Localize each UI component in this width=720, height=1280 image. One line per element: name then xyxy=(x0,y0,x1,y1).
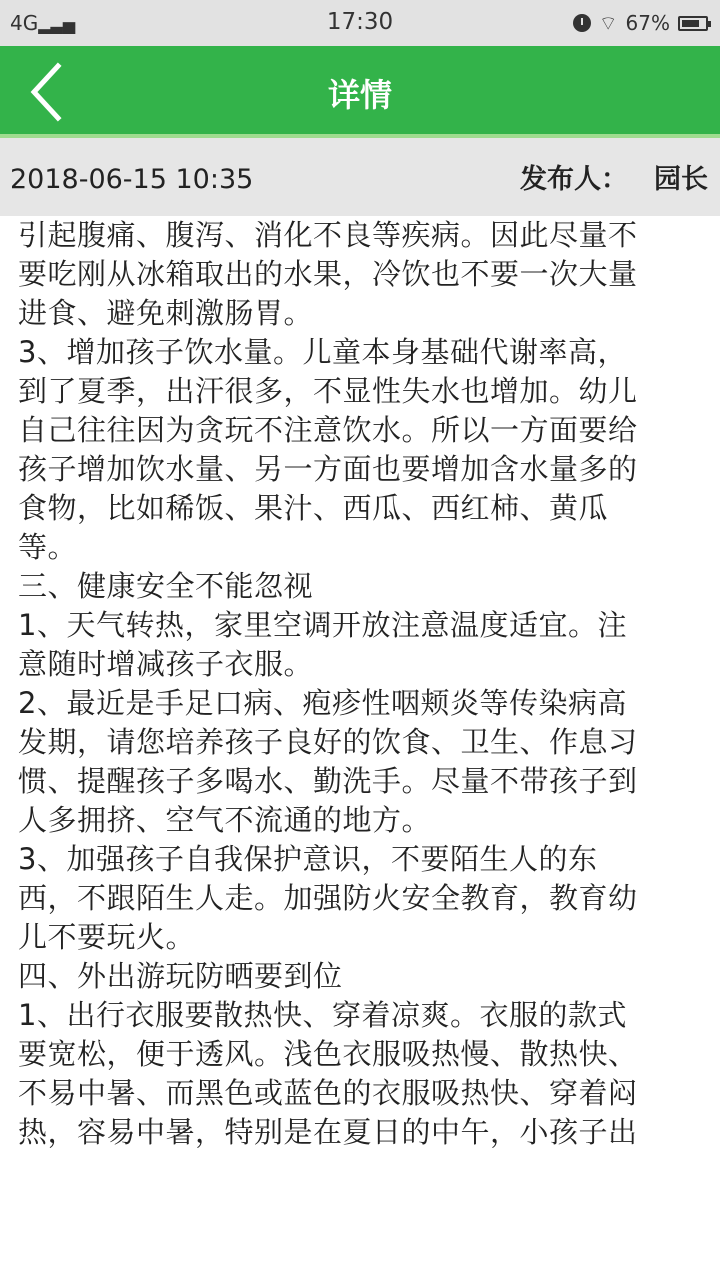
publisher-info xyxy=(520,138,708,222)
content-line: 意随时增减孩子衣服。 xyxy=(18,647,314,681)
content-line: 惯、提醒孩子多喝水、勤洗手。尽量不带孩子到 xyxy=(18,764,638,798)
content-line: 人多拥挤、空气不流通的地方。 xyxy=(18,803,432,837)
wifi-icon: ⌔ xyxy=(598,10,618,35)
content-line: 2、最近是手足口病、疱疹性咽颊炎等传染病高 xyxy=(18,686,627,720)
content-line: 自己往往因为贪玩不注意饮水。所以一方面要给 xyxy=(18,413,638,447)
content-line: 发期，请您培养孩子良好的饮食、卫生、作息习 xyxy=(18,725,638,759)
app-bar xyxy=(0,46,720,138)
content-line: 要吃刚从冰箱取出的水果，冷饮也不要一次大量 xyxy=(18,257,638,291)
content-line: 不易中暑、而黑色或蓝色的衣服吸热快、穿着闷 xyxy=(18,1076,638,1110)
content-line: 食物，比如稀饭、果汁、西瓜、西红柿、黄瓜 xyxy=(18,491,609,525)
chevron-left-icon xyxy=(18,56,78,126)
content-line: 3、加强孩子自我保护意识，不要陌生人的东 xyxy=(18,842,598,876)
content-line: 西，不跟陌生人走。加强防火安全教育，教育幼 xyxy=(18,881,638,915)
content-line: 儿不要玩火。 xyxy=(18,920,196,954)
content-line: 到了夏季，出汗很多，不显性失水也增加。幼儿 xyxy=(18,374,638,408)
content-line: 热，容易中暑，特别是在夏日的中午，小孩子出 xyxy=(18,1115,638,1149)
status-icons xyxy=(573,8,708,38)
content-line: 等。 xyxy=(18,530,78,564)
alarm-icon xyxy=(573,14,591,32)
battery-percent: 67% xyxy=(625,11,670,35)
content-line: 1、出行衣服要散热快、穿着凉爽。衣服的款式 xyxy=(18,998,627,1032)
section-heading: 三、健康安全不能忽视 xyxy=(18,569,314,603)
publisher-label: 发布人： xyxy=(520,164,628,195)
battery-icon xyxy=(678,16,708,31)
content-line: 3、增加孩子饮水量。儿童本身基础代谢率高， xyxy=(18,335,627,369)
publisher-name: 园长 xyxy=(654,164,708,195)
content-line: 要宽松，便于透风。浅色衣服吸热慢、散热快、 xyxy=(18,1037,638,1071)
content-line: 进食、避免刺激肠胃。 xyxy=(18,296,314,330)
meta-bar xyxy=(0,138,720,216)
status-bar xyxy=(0,0,720,46)
signal-bars-icon: ▂▃▅ xyxy=(38,15,76,34)
signal-label: 4G xyxy=(10,11,39,35)
status-time: 17:30 xyxy=(326,9,394,35)
content-line: 孩子增加饮水量、另一方面也要增加含水量多的 xyxy=(18,452,638,486)
page-title: 详情 xyxy=(327,76,392,114)
back-button[interactable] xyxy=(18,56,78,126)
publish-date: 2018-06-15 10:35 xyxy=(10,164,254,195)
content-line: 1、天气转热，家里空调开放注意温度适宜。注 xyxy=(18,608,627,642)
content-line: 引起腹痛、腹泻、消化不良等疾病。因此尽量不 xyxy=(18,218,638,252)
section-heading: 四、外出游玩防晒要到位 xyxy=(18,959,343,993)
article-content[interactable] xyxy=(18,216,702,1200)
